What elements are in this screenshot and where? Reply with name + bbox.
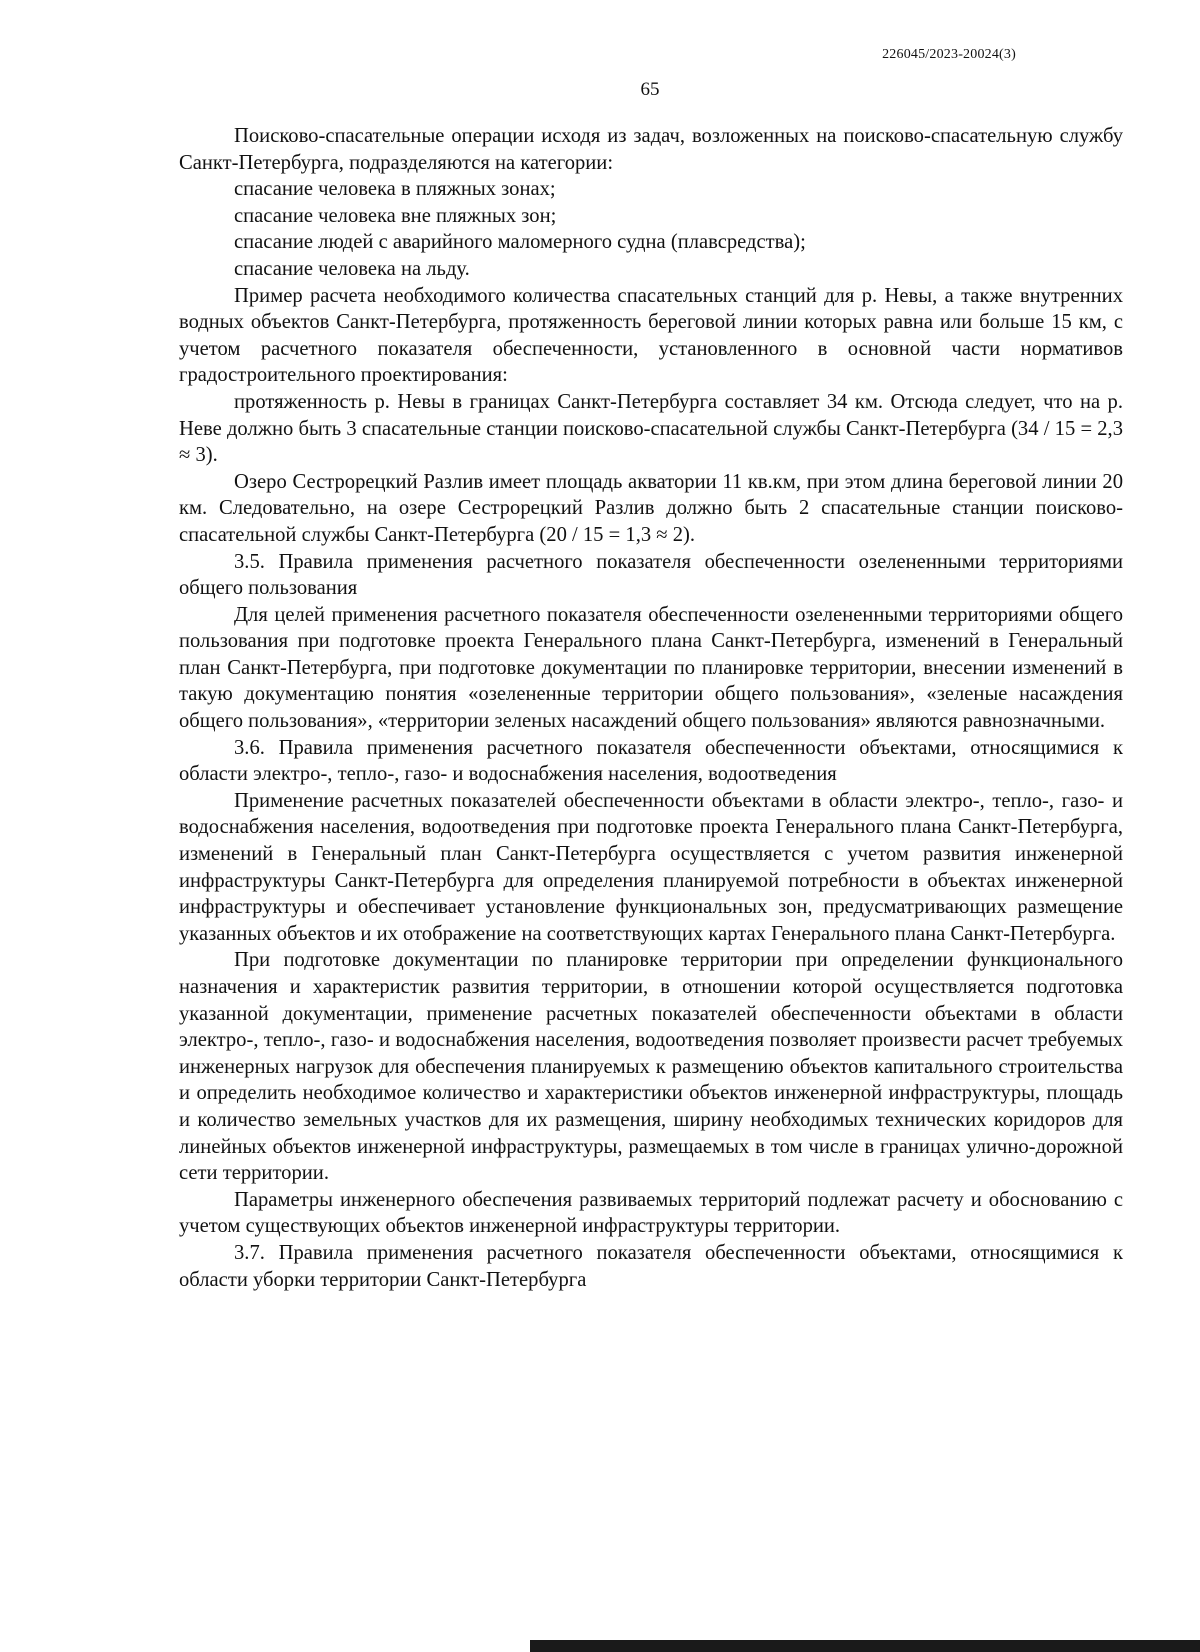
section-heading-3-5: 3.5. Правила применения расчетного показателя обеспеченности озелененными территориями общего пользования	[179, 550, 1123, 600]
document-registration-number: 226045/2023-20024(3)	[882, 47, 1016, 62]
paragraph-calculation-example: Пример расчета необходимого количества спасательных станций для р. Невы, а также внутренних водных объектов Санкт-Петербурга, протяженность береговой линии которых равна или больше 15 км, с учетом расчетного показателя обеспеченности, установленного в основной части нормативов градостроительного проектирования:	[179, 284, 1123, 387]
paragraph-categories-intro: Поисково-спасательные операции исходя из задач, возложенных на поисково-спасательную службу Санкт-Петербурга, подразделяются на категории:	[179, 125, 1123, 174]
scan-edge-shadow	[530, 1640, 1200, 1652]
section-heading-3-6: 3.6. Правила применения расчетного показателя обеспеченности объектами, относящимися к области электро-, тепло-, газо- и водоснабжения населения, водоотведения	[179, 736, 1123, 786]
paragraph-engineering-planning-docs: При подготовке документации по планировке территории при определении функционального назначения и характеристик развития территории, в отношении которой осуществляется подготовка указанной документации, применение расчетных показателей обеспеченности объектами в области электро-, тепло-, газо- и водоснабжения населения, водоотведения позволяет произвести расчет требуемых инженерных нагрузок для обеспечения планируемых к размещению объектов капитального строительства и определить необходимое количество и характеристики объектов инженерной инфраструктуры, площадь и количество земельных участков для их размещения, ширину необходимых технических коридоров для линейных объектов инженерной инфраструктуры, размещаемых в том числе в границах улично-дорожной сети территории.	[179, 949, 1123, 1185]
list-item-small-vessel: спасание людей с аварийного маломерного судна (плавсредства);	[234, 231, 806, 254]
paragraph-engineering-parameters: Параметры инженерного обеспечения развиваемых территорий подлежат расчету и обоснованию с учетом существующих объектов инженерной инфраструктуры территории.	[179, 1188, 1123, 1238]
list-item-beach-zones: спасание человека в пляжных зонах;	[234, 178, 556, 201]
paragraph-sestroretsk-calculation: Озеро Сестрорецкий Разлив имеет площадь акватории 11 кв.км, при этом длина береговой линии 20 км. Следовательно, на озере Сестрорецкий Разлив должно быть 2 спасательные станции поисково-спасательной службы Санкт-Петербурга (20 / 15 = 1,3 ≈ 2).	[179, 470, 1123, 546]
document-body	[179, 123, 1123, 1293]
list-item-on-ice: спасание человека на льду.	[234, 257, 470, 280]
page-number: 65	[640, 79, 660, 100]
paragraph-green-territories: Для целей применения расчетного показателя обеспеченности озелененными территориями общего пользования при подготовке проекта Генерального плана Санкт-Петербурга, изменений в Генеральный план Санкт-Петербурга, при подготовке документации по планировке территории, внесении изменений в такую документацию понятия «озелененные территории общего пользования», «зеленые насаждения общего пользования», «территории зеленых насаждений общего пользования» являются равнозначными.	[179, 603, 1123, 733]
section-heading-3-7: 3.7. Правила применения расчетного показателя обеспеченности объектами, относящимися к области уборки территории Санкт-Петербурга	[179, 1241, 1123, 1291]
paragraph-engineering-general-plan: Применение расчетных показателей обеспеченности объектами в области электро-, тепло-, газо- и водоснабжения населения, водоотведения при подготовке проекта Генерального плана Санкт-Петербурга, изменений в Генеральный план Санкт-Петербурга осуществляется с учетом развития инженерной инфраструктуры Санкт-Петербурга для определения планируемой потребности в объектах инженерной инфраструктуры и обеспечивает установление функциональных зон, предусматривающих размещение указанных объектов и их отображение на соответствующих картах Генерального плана Санкт-Петербурга.	[179, 789, 1123, 945]
paragraph-neva-calculation: протяженность р. Невы в границах Санкт-Петербурга составляет 34 км. Отсюда следует, что на р. Неве должно быть 3 спасательные станции поисково-спасательной службы Санкт-Петербурга (34 / 15 = 2,3 ≈ 3).	[179, 390, 1123, 467]
list-item-outside-beach-zones: спасание человека вне пляжных зон;	[234, 204, 557, 227]
